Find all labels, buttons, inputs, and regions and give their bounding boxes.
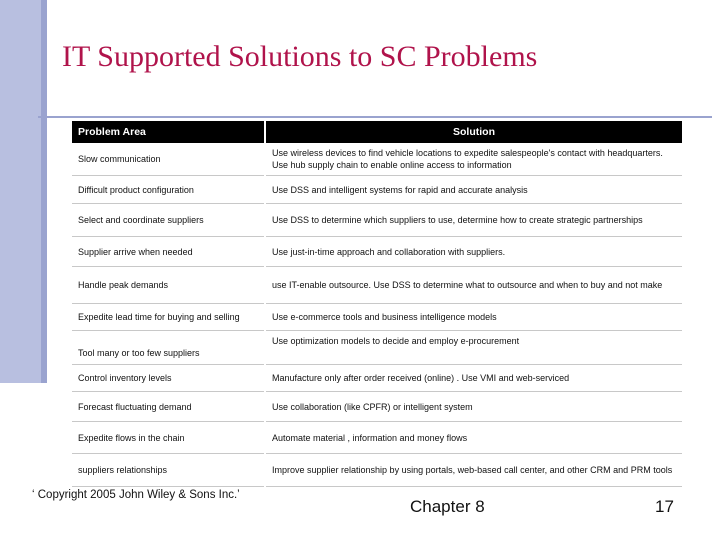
problem-area-cell: Control inventory levels	[72, 365, 264, 392]
table-row	[72, 454, 682, 487]
left-accent-bar	[0, 0, 47, 383]
table-row	[72, 237, 682, 267]
problem-area-cell: Forecast fluctuating demand	[72, 392, 264, 422]
problem-area-cell: Difficult product configuration	[72, 176, 264, 204]
table-row	[72, 392, 682, 422]
solution-cell: Use e-commerce tools and business intelligence models	[266, 304, 682, 331]
table-row	[72, 331, 682, 365]
header-solution: Solution	[266, 121, 682, 143]
table-row	[72, 365, 682, 392]
solution-cell: use IT-enable outsource. Use DSS to determine what to outsource and when to buy and not make	[266, 267, 682, 304]
table-row	[72, 422, 682, 454]
solution-cell: Manufacture only after order received (online) . Use VMI and web-serviced	[266, 365, 682, 392]
title-divider	[38, 116, 712, 118]
problem-area-cell: Tool many or too few suppliers	[72, 331, 264, 365]
problem-area-cell: Slow communication	[72, 143, 264, 176]
table-row	[72, 267, 682, 304]
solution-cell: Use DSS and intelligent systems for rapid and accurate analysis	[266, 176, 682, 204]
table-header-row	[72, 121, 682, 143]
solution-cell: Use just-in-time approach and collaboration with suppliers.	[266, 237, 682, 267]
chapter-label: Chapter 8	[410, 497, 485, 516]
page-number: 17	[655, 497, 674, 516]
table-row	[72, 176, 682, 204]
problem-area-cell: suppliers relationships	[72, 454, 264, 487]
solution-cell: Automate material , information and money flows	[266, 422, 682, 454]
problem-solution-table	[70, 121, 684, 487]
problem-area-cell: Expedite flows in the chain	[72, 422, 264, 454]
copyright-notice: ‘ Copyright 2005 John Wiley & Sons Inc.’	[32, 489, 240, 501]
table-row	[72, 304, 682, 331]
problem-area-cell: Select and coordinate suppliers	[72, 204, 264, 237]
table-row	[72, 143, 682, 176]
slide-title: IT Supported Solutions to SC Problems	[62, 40, 538, 73]
problem-area-cell: Supplier arrive when needed	[72, 237, 264, 267]
solution-cell: Use collaboration (like CPFR) or intelligent system	[266, 392, 682, 422]
problem-area-cell: Expedite lead time for buying and selling	[72, 304, 264, 331]
table-row	[72, 204, 682, 237]
solution-cell: Use DSS to determine which suppliers to use, determine how to create strategic partnerships	[266, 204, 682, 237]
problem-area-cell: Handle peak demands	[72, 267, 264, 304]
left-accent-bar-shade	[41, 0, 47, 383]
solution-cell: Improve supplier relationship by using portals, web-based call center, and other CRM and PRM tools	[266, 454, 682, 487]
header-problem-area: Problem Area	[72, 121, 264, 143]
solution-cell: Use wireless devices to find vehicle locations to expedite salespeople's contact with headquarters. Use hub supply chain to enable online access to information	[266, 143, 682, 176]
solution-cell: Use optimization models to decide and employ e-procurement	[266, 331, 682, 365]
